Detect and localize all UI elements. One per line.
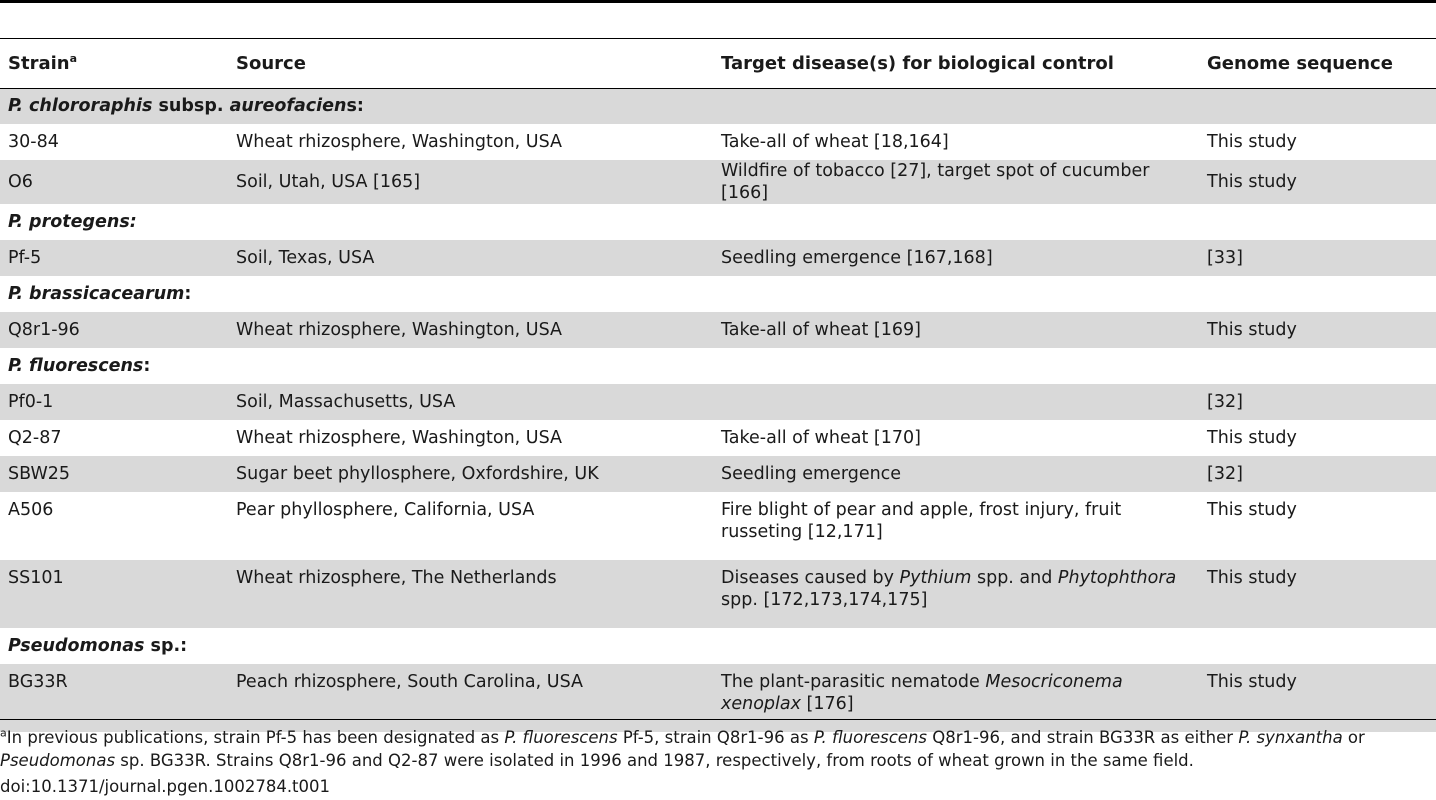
cell-genome: This study [1199,160,1436,204]
cell-source: Sugar beet phyllosphere, Oxfordshire, UK [228,456,713,492]
group-row [0,348,1436,384]
cell-strain: SBW25 [0,456,228,492]
doi-text: doi:10.1371/journal.pgen.1002784.t001 [0,777,331,796]
group-row [0,276,1436,312]
cell-target: Seedling emergence [713,456,1199,492]
group-row [0,204,1436,240]
cell-genome: This study [1199,492,1436,560]
cell-strain: BG33R [0,664,228,732]
cell-source: Pear phyllosphere, California, USA [228,492,713,560]
table-row [0,420,1436,456]
cell-strain: Q2-87 [0,420,228,456]
table-row [0,160,1436,204]
cell-target: Fire blight of pear and apple, frost injury, fruit russeting [12,171] [713,492,1199,560]
cell-genome: [32] [1199,456,1436,492]
table-footnote: $^a$In previous publications, strain Pf-5 has been designated as P. fluorescens Pf-5, strain Q8r1-96 as P. fluorescens Q8r1-96, and strain BG33R as either P. synxantha or Pseudomonas sp. BG33R. Strains Q8r1-96 and Q2-87 were isolated in 1996 and 1987, respectively, from roots of wheat grown in the same field. [0,726,1365,770]
cell-genome: This study [1199,560,1436,628]
table-row [0,384,1436,420]
cell-source: Soil, Texas, USA [228,240,713,276]
cell-strain: SS101 [0,560,228,628]
group-label: Pseudomonas sp.: [0,628,1436,664]
table-row [0,664,1436,732]
table-row [0,560,1436,628]
cell-strain: Q8r1-96 [0,312,228,348]
cell-genome: [33] [1199,240,1436,276]
cell-target [713,384,1199,420]
cell-target: The plant-parasitic nematode Mesocriconema xenoplax [176] [713,664,1199,732]
table-row [0,492,1436,560]
strains-table [0,39,1436,732]
cell-source: Wheat rhizosphere, Washington, USA [228,124,713,160]
cell-strain: A506 [0,492,228,560]
cell-source: Wheat rhizosphere, The Netherlands [228,560,713,628]
cell-target: Diseases caused by Pythium spp. and Phytophthora spp. [172,173,174,175] [713,560,1199,628]
table-row [0,240,1436,276]
cell-source: Wheat rhizosphere, Washington, USA [228,312,713,348]
column-header-target: Target disease(s) for biological control [721,53,1114,74]
cell-genome: This study [1199,312,1436,348]
cell-target: Take-all of wheat [170] [713,420,1199,456]
cell-target: Wildfire of tobacco [27], target spot of cucumber [166] [713,160,1199,204]
top-rule [0,0,1436,3]
cell-genome: This study [1199,420,1436,456]
cell-target: Take-all of wheat [169] [713,312,1199,348]
group-row [0,628,1436,664]
column-header-genome: Genome sequence [1207,53,1393,74]
group-label: P. protegens: [0,204,1436,240]
table-row [0,312,1436,348]
cell-genome: [32] [1199,384,1436,420]
cell-strain: O6 [0,160,228,204]
cell-genome: This study [1199,124,1436,160]
column-header-strain: Strain$^a$ [8,52,78,74]
cell-source: Wheat rhizosphere, Washington, USA [228,420,713,456]
table-row [0,456,1436,492]
table-bottom-rule [0,719,1436,720]
group-label: P. fluorescens: [0,348,1436,384]
group-label: P. chlororaphis subsp. aureofaciens: [0,88,1436,124]
header-bottom-rule [0,88,1436,89]
table-header-row [0,39,1436,88]
cell-source: Peach rhizosphere, South Carolina, USA [228,664,713,732]
cell-target: Take-all of wheat [18,164] [713,124,1199,160]
cell-strain: Pf-5 [0,240,228,276]
column-header-source: Source [236,53,306,74]
cell-genome: This study [1199,664,1436,732]
cell-target: Seedling emergence [167,168] [713,240,1199,276]
cell-source: Soil, Massachusetts, USA [228,384,713,420]
cell-strain: Pf0-1 [0,384,228,420]
cell-strain: 30-84 [0,124,228,160]
group-row [0,88,1436,124]
cell-source: Soil, Utah, USA [165] [228,160,713,204]
group-label: P. brassicacearum: [0,276,1436,312]
table-row [0,124,1436,160]
